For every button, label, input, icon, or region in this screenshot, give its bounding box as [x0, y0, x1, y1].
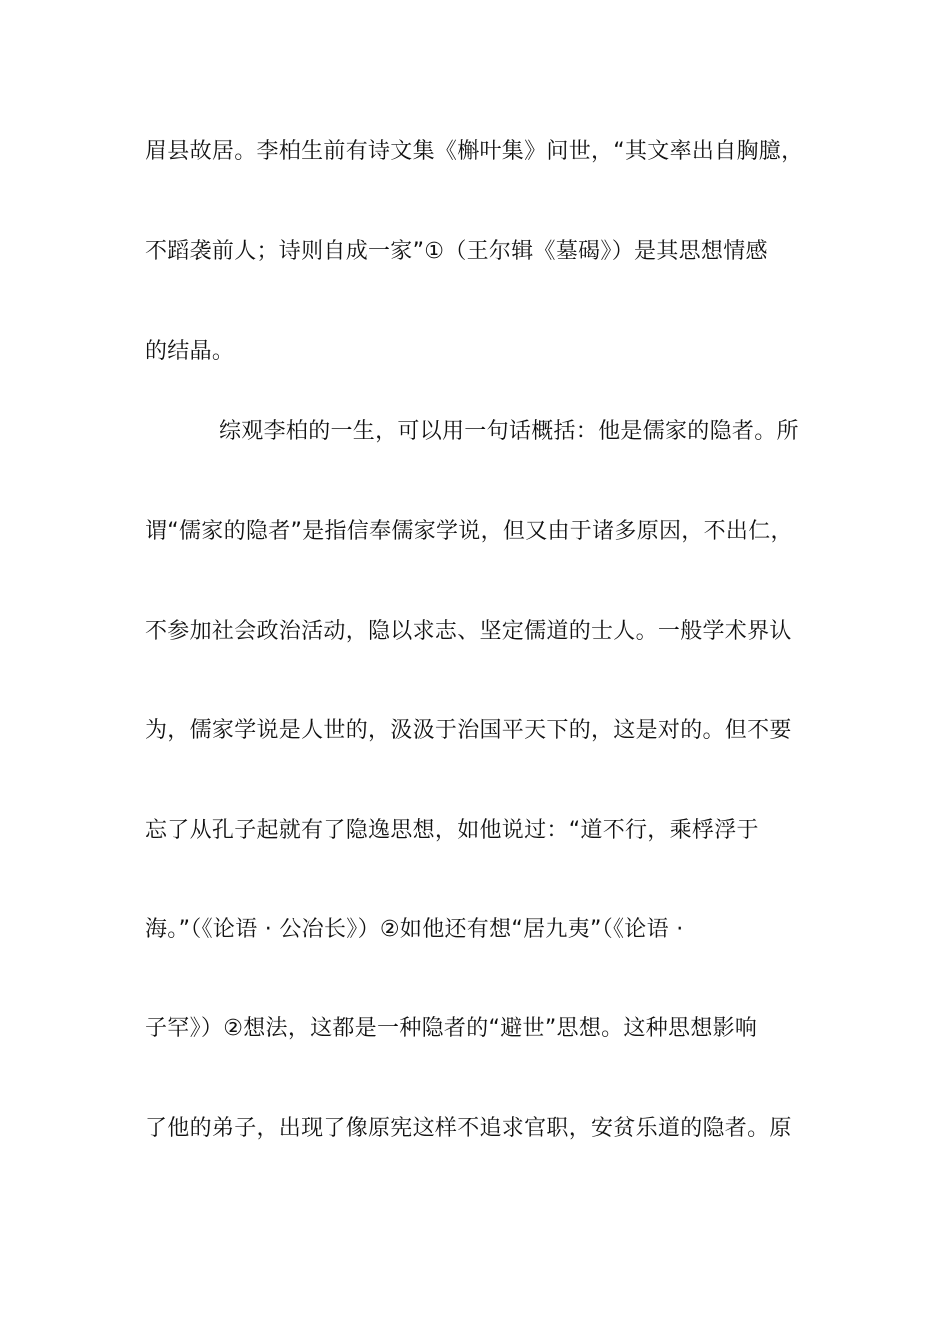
text-line: 不参加社会政治活动，隐以求志、坚定儒道的士人。一般学术界认	[145, 619, 792, 644]
text-line: 不蹈袭前人；诗则自成一家”①（王尔辑《墓碣》）是其思想情感	[145, 239, 768, 264]
text-line: 为，儒家学说是人世的，汲汲于治国平天下的，这是对的。但不要	[145, 718, 792, 743]
text-line: 的结晶。	[145, 339, 235, 364]
paragraph-first-line: 综观李柏的一生，可以用一句话概括：他是儒家的隐者。所	[219, 419, 799, 444]
text-line: 眉县故居。李柏生前有诗文集《槲叶集》问世，“其文率出自胸臆，	[145, 139, 804, 164]
text-line: 海。”（《论语 · 公冶长》）②如他还有想“居九夷”（《论语 ·	[145, 917, 684, 942]
text-line: 忘了从孔子起就有了隐逸思想，如他说过：“道不行，乘桴浮于	[145, 818, 759, 843]
text-line: 了他的弟子，出现了像原宪这样不追求官职，安贫乐道的隐者。原	[145, 1116, 792, 1141]
text-line: 子罕》）②想法，这都是一种隐者的“避世”思想。这种思想影响	[145, 1016, 758, 1041]
text-line: 谓“儒家的隐者”是指信奉儒家学说，但又由于诸多原因，不出仁，	[145, 519, 793, 544]
